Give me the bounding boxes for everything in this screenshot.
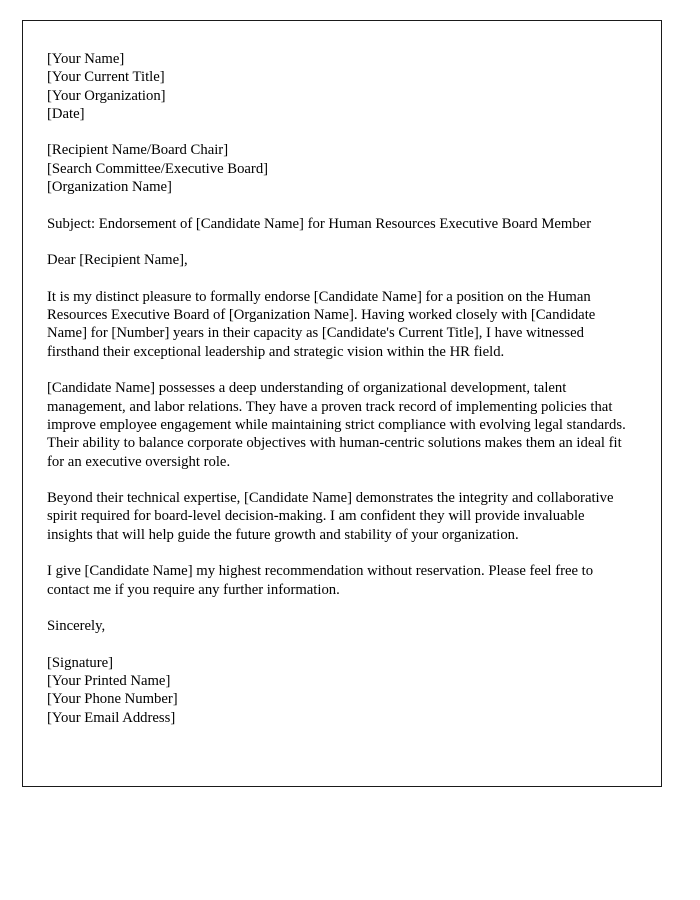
body-paragraph-4: I give [Candidate Name] my highest recommendation without reservation. Please feel free to contact me if you require any further information.: [47, 563, 594, 598]
signature-block: [47, 654, 629, 727]
subject-line: Subject: Endorsement of [Candidate Name] for Human Resources Executive Board Member: [47, 215, 592, 232]
signature-printed-name: [Your Printed Name]: [47, 673, 171, 690]
recipient-address-block: [47, 141, 629, 196]
body-paragraph-3: Beyond their technical expertise, [Candidate Name] demonstrates the integrity and collaborative spirit required for board-level decision-making. I am confident they will provide invaluable insights that will help guide the future growth and stability of your organization.: [47, 490, 614, 543]
sender-line-title: [Your Current Title]: [47, 69, 165, 86]
body-paragraph-1: It is my distinct pleasure to formally endorse [Candidate Name] for a position on the Human Resources Executive Board of [Organization Name]. Having worked closely with [Candidate Name] for [Number] years in their capacity as [Candidate's Current Title], I have witnessed firsthand their exceptional leadership and strategic vision within the HR field.: [47, 288, 596, 360]
sender-line-organization: [Your Organization]: [47, 87, 166, 104]
letter-page: [22, 20, 662, 787]
recipient-line-committee: [Search Committee/Executive Board]: [47, 160, 269, 177]
signature-line: [Signature]: [47, 654, 114, 671]
sender-line-name: [Your Name]: [47, 51, 125, 67]
signature-phone: [Your Phone Number]: [47, 691, 178, 708]
letter-body: [47, 50, 629, 727]
salutation: Dear [Recipient Name],: [47, 252, 188, 269]
recipient-line-organization: [Organization Name]: [47, 179, 172, 196]
recipient-line-name: [Recipient Name/Board Chair]: [47, 142, 229, 159]
closing: Sincerely,: [47, 618, 106, 635]
sender-address-block: [47, 50, 629, 123]
signature-email: [Your Email Address]: [47, 709, 176, 726]
sender-line-date: [Date]: [47, 105, 85, 122]
body-paragraph-2: [Candidate Name] possesses a deep understanding of organizational development, talent management, and labor relations. They have a proven track record of implementing policies that improve employee engagement while maintaining strict compliance with evolving legal standards. Their ability to balance corporate objectives with human-centric solutions makes them an ideal fit for an executive oversight role.: [47, 380, 626, 470]
